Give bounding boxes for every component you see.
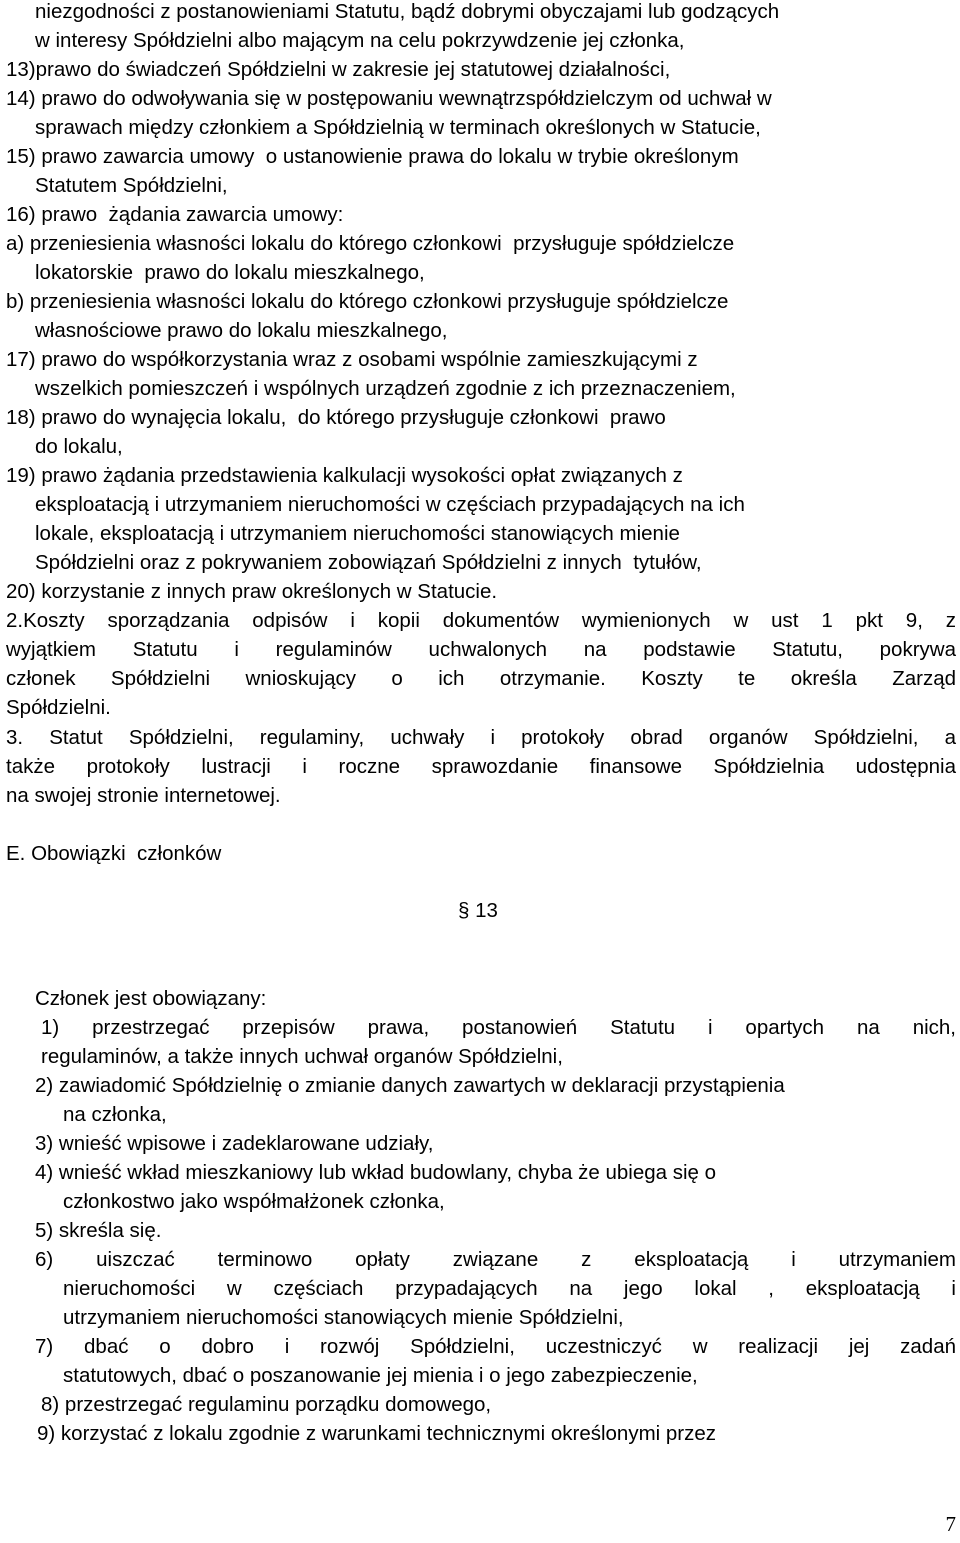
- list-subitem: b) przeniesienia własności lokalu do którego członkowi przysługuje spółdzielcze: [6, 290, 729, 313]
- text-line: na członka,: [63, 1103, 167, 1126]
- text-line: na swojej stronie internetowej.: [6, 784, 281, 807]
- text-line: członek Spółdzielni wnioskujący o ich otrzymanie. Koszty te określa Zarząd: [6, 667, 956, 690]
- list-item: 3) wnieść wpisowe i zadeklarowane udziały,: [35, 1132, 434, 1155]
- list-item: 7) dbać o dobro i rozwój Spółdzielni, uczestniczyć w realizacji jej zadań: [35, 1335, 956, 1358]
- text-line: 3. Statut Spółdzielni, regulaminy, uchwały i protokoły obrad organów Spółdzielni, a: [6, 726, 956, 749]
- list-item: 8) przestrzegać regulaminu porządku domowego,: [41, 1393, 492, 1416]
- list-item: 18) prawo do wynajęcia lokalu, do którego przysługuje członkowi prawo: [6, 406, 666, 429]
- text-line: wyjątkiem Statutu i regulaminów uchwalonych na podstawie Statutu, pokrywa: [6, 638, 956, 661]
- text-line: w interesy Spółdzielni albo mającym na celu pokrzywdzenie jej członka,: [35, 29, 685, 52]
- text-line: regulaminów, a także innych uchwał organów Spółdzielni,: [41, 1045, 563, 1068]
- list-item: 6) uiszczać terminowo opłaty związane z eksploatacją i utrzymaniem: [35, 1248, 956, 1271]
- text-line: 2.Koszty sporządzania odpisów i kopii dokumentów wymienionych w ust 1 pkt 9, z: [6, 609, 956, 632]
- list-item: 20) korzystanie z innych praw określonych w Statucie.: [6, 580, 498, 603]
- list-item: 5) skreśla się.: [35, 1219, 162, 1242]
- section-number: § 13: [458, 899, 498, 922]
- text-line: do lokalu,: [35, 435, 123, 458]
- list-subitem: a) przeniesienia własności lokalu do którego członkowi przysługuje spółdzielcze: [6, 232, 735, 255]
- list-item: 2) zawiadomić Spółdzielnię o zmianie danych zawartych w deklaracji przystąpienia: [35, 1074, 785, 1097]
- text-line: statutowych, dbać o poszanowanie jej mienia i o jego zabezpieczenie,: [63, 1364, 698, 1387]
- text-line: także protokoły lustracji i roczne sprawozdanie finansowe Spółdzielnia udostępnia: [6, 755, 956, 778]
- text-line: Spółdzielni.: [6, 696, 111, 719]
- text-line: lokale, eksploatacją i utrzymaniem nieruchomości stanowiących mienie: [35, 522, 680, 545]
- list-item: 16) prawo żądania zawarcia umowy:: [6, 203, 344, 226]
- page-number: 7: [945, 1512, 956, 1536]
- text-line: eksploatacją i utrzymaniem nieruchomości w częściach przypadających na ich: [35, 493, 745, 516]
- list-item: 17) prawo do współkorzystania wraz z osobami wspólnie zamieszkującymi z: [6, 348, 698, 371]
- list-item: 14) prawo do odwoływania się w postępowaniu wewnątrzspółdzielczym od uchwał w: [6, 87, 772, 110]
- obligations-intro: Członek jest obowiązany:: [35, 987, 267, 1010]
- text-line: lokatorskie prawo do lokalu mieszkalnego,: [35, 261, 425, 284]
- text-line: niezgodności z postanowieniami Statutu, bądź dobrymi obyczajami lub godzących: [35, 0, 780, 23]
- section-heading: E. Obowiązki członków: [6, 842, 222, 865]
- list-item: 4) wnieść wkład mieszkaniowy lub wkład budowlany, chyba że ubiega się o: [35, 1161, 717, 1184]
- text-line: utrzymaniem nieruchomości stanowiących mienie Spółdzielni,: [63, 1306, 624, 1329]
- text-line: Spółdzielni oraz z pokrywaniem zobowiązań Spółdzielni z innych tytułów,: [35, 551, 702, 574]
- list-item: 1) przestrzegać przepisów prawa, postanowień Statutu i opartych na nich,: [41, 1016, 956, 1039]
- text-line: sprawach między członkiem a Spółdzielnią w terminach określonych w Statucie,: [35, 116, 761, 139]
- text-line: wszelkich pomieszczeń i wspólnych urządzeń zgodnie z ich przeznaczeniem,: [35, 377, 736, 400]
- text-line: własnościowe prawo do lokalu mieszkalnego,: [35, 319, 448, 342]
- text-line: nieruchomości w częściach przypadających na jego lokal , eksploatacją i: [63, 1277, 956, 1300]
- list-item: 9) korzystać z lokalu zgodnie z warunkami technicznymi określonymi przez: [37, 1422, 717, 1445]
- list-item: 19) prawo żądania przedstawienia kalkulacji wysokości opłat związanych z: [6, 464, 683, 487]
- text-line: członkostwo jako współmałżonek członka,: [63, 1190, 445, 1213]
- text-line: Statutem Spółdzielni,: [35, 174, 228, 197]
- list-item: 15) prawo zawarcia umowy o ustanowienie prawa do lokalu w trybie określonym: [6, 145, 739, 168]
- list-item: 13)prawo do świadczeń Spółdzielni w zakresie jej statutowej działalności,: [6, 58, 671, 81]
